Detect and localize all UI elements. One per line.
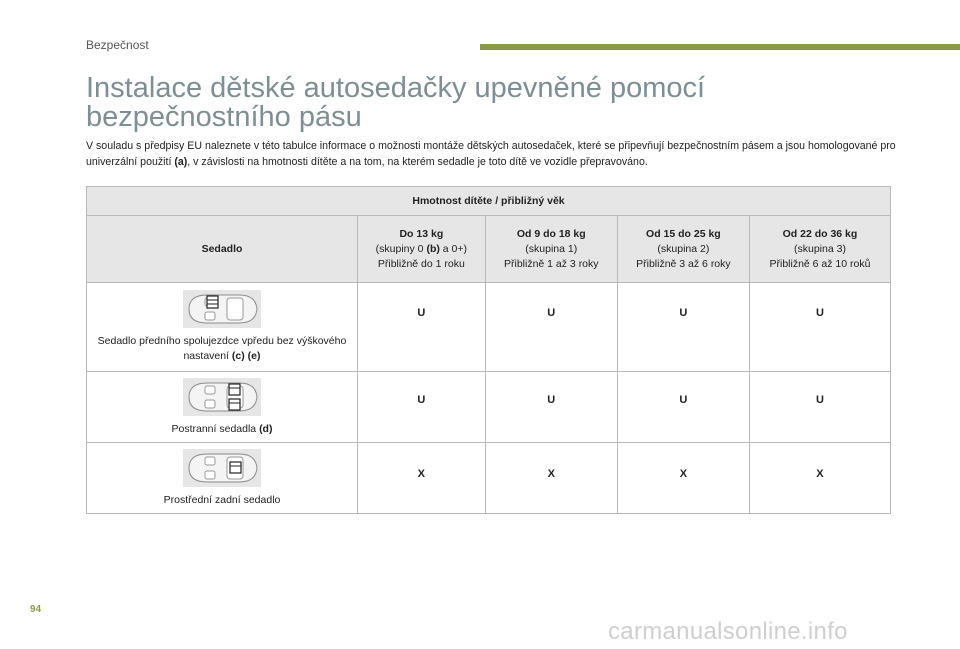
suitability-value: U: [749, 283, 890, 372]
suitability-value: U: [485, 283, 617, 372]
suitability-value: X: [617, 443, 749, 514]
suitability-value: U: [485, 372, 617, 443]
intro-paragraph: [86, 138, 906, 170]
suitability-value: X: [358, 443, 486, 514]
intro-text: V souladu s předpisy EU naleznete v této tabulce informace o možnosti montáže dětských autosedaček, které se připevňují bezpečnostním pásem a jsou homologované pro univerzální použití: [86, 140, 896, 168]
group-weight: Od 22 do 36 kg: [782, 227, 858, 240]
intro-ref: (a): [174, 156, 188, 168]
group-age: Přibližně 3 až 6 roky: [636, 257, 731, 270]
group-weight: Od 15 do 25 kg: [646, 227, 721, 240]
suitability-value: X: [485, 443, 617, 514]
rear-side-seats-icon: [183, 378, 261, 416]
page-number: 94: [30, 604, 42, 615]
seat-label: Prostřední zadní sedadlo: [163, 493, 281, 506]
seat-cell: [87, 443, 358, 514]
rear-middle-seat-icon: [183, 449, 261, 487]
page-title: Instalace dětské autosedačky upevněné pomocí bezpečnostního pásu: [86, 72, 706, 133]
group-age: Přibližně 6 až 10 roků: [769, 257, 871, 270]
group-class: (skupiny 0 (b) a 0+): [375, 242, 468, 255]
seat-cell: [87, 283, 358, 372]
group-class: (skupina 1): [525, 242, 578, 255]
section-label: Bezpečnost: [86, 38, 149, 52]
seat-header: Sedadlo: [87, 216, 358, 283]
front-passenger-seat-icon: [183, 290, 261, 328]
group-header: [617, 216, 749, 283]
group-age: Přibližně do 1 roku: [377, 257, 465, 270]
suitability-value: U: [617, 372, 749, 443]
seat-label: Sedadlo předního spolujezdce vpředu bez výškového nastavení: [97, 335, 347, 362]
watermark: carmanualsonline.info: [608, 618, 848, 645]
suitability-value: U: [358, 372, 486, 443]
weight-header: Hmotnost dítěte / přibližný věk: [87, 187, 891, 216]
suitability-value: U: [358, 283, 486, 372]
table-row: [87, 443, 891, 514]
child-seat-table: [86, 186, 891, 514]
suitability-value: X: [749, 443, 890, 514]
seat-cell: [87, 372, 358, 443]
group-weight: Od 9 do 18 kg: [516, 227, 586, 240]
table-row: [87, 372, 891, 443]
intro-text-end: , v závislosti na hmotnosti dítěte a na tom, na kterém sedadle je toto dítě ve vozidle přepravováno.: [187, 156, 648, 168]
group-header: [749, 216, 890, 283]
group-age: Přibližně 1 až 3 roky: [503, 257, 599, 270]
table-row: [87, 283, 891, 372]
suitability-value: U: [617, 283, 749, 372]
suitability-value: U: [749, 372, 890, 443]
seat-label: Postranní sedadla: [171, 422, 260, 435]
seat-ref: (c) (e): [231, 350, 261, 362]
seat-ref: (d): [259, 422, 273, 435]
group-header: [485, 216, 617, 283]
group-weight: Do 13 kg: [399, 227, 444, 240]
group-class: (skupina 2): [657, 242, 710, 255]
section-accent-bar: [480, 44, 960, 50]
group-header: [358, 216, 486, 283]
group-class: (skupina 3): [794, 242, 846, 255]
